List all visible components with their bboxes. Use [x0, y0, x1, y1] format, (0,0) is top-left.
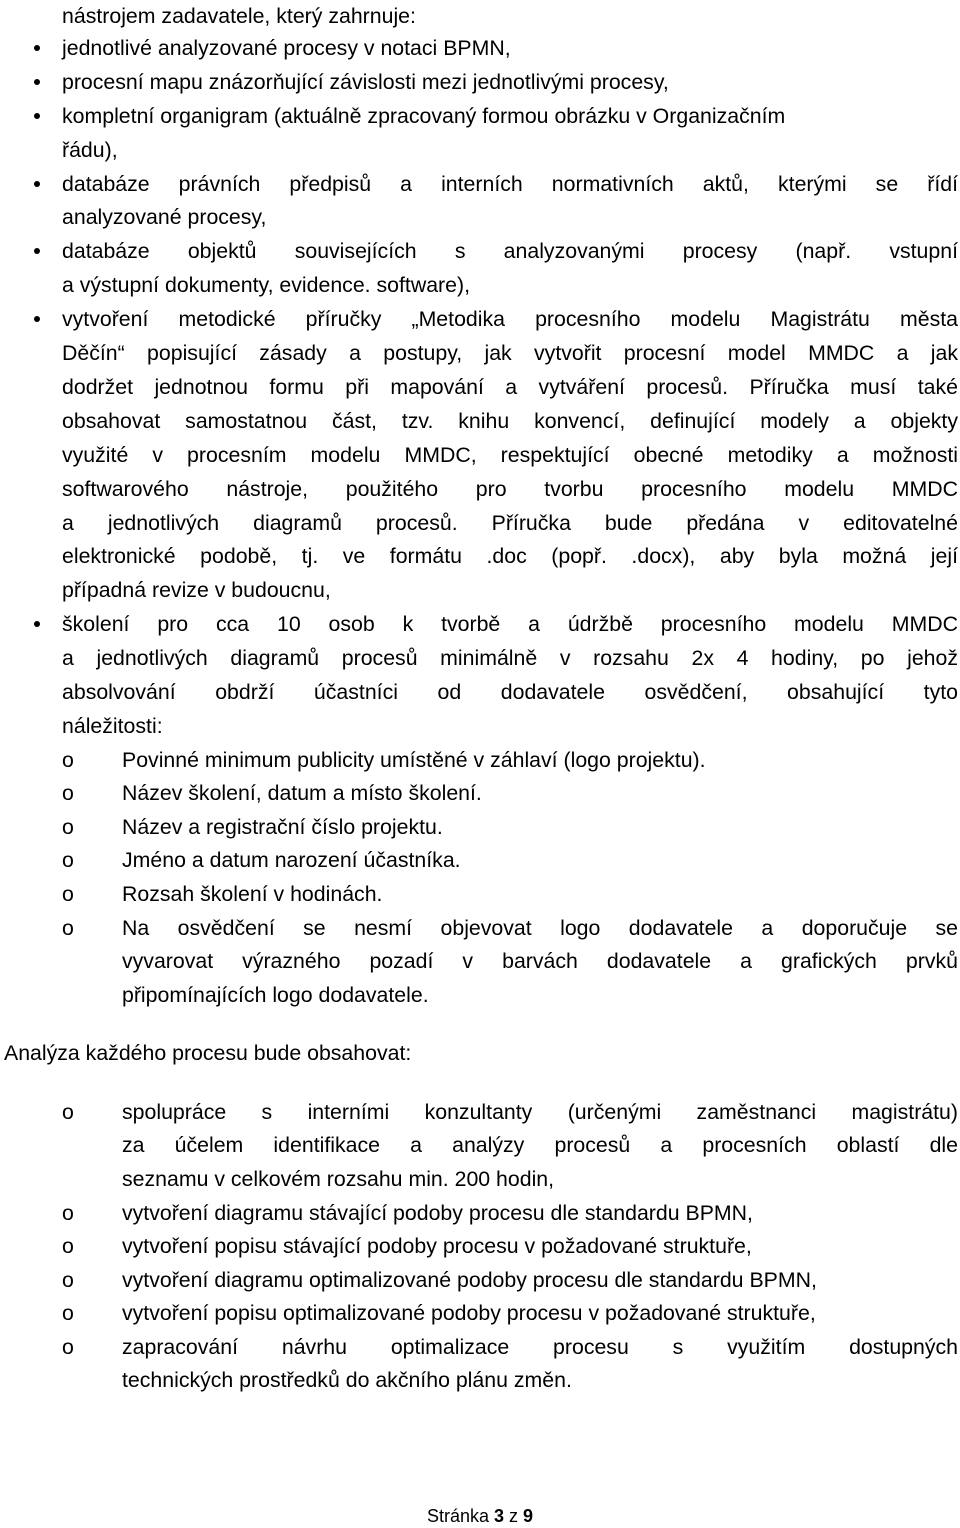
list-item-continuation: využité v procesním modelu MMDC, respektující obecné metodiky a možnosti — [62, 443, 958, 467]
intro-line: nástrojem zadavatele, který zahrnuje: — [62, 4, 416, 28]
sub-list-item-continuation: technických prostředků do akčního plánu změn. — [122, 1368, 572, 1392]
list-item: jednotlivé analyzované procesy v notaci BPMN, — [62, 36, 511, 60]
circle-bullet-icon: o — [62, 815, 74, 839]
sub-list-item: Jméno a datum narození účastníka. — [122, 848, 461, 872]
sub-list-item: Rozsah školení v hodinách. — [122, 882, 383, 906]
list-item-continuation: softwarového nástroje, použitého pro tvorbu procesního modelu MMDC — [62, 477, 958, 501]
list-item: databáze právních předpisů a interních normativních aktů, kterými se řídí — [62, 172, 958, 196]
bullet-icon — [34, 316, 40, 322]
bullet-icon — [34, 79, 40, 85]
sub-list-item: Povinné minimum publicity umístěné v záhlaví (logo projektu). — [122, 748, 706, 772]
circle-bullet-icon: o — [62, 1234, 74, 1258]
sub-list-item-continuation: připomínajících logo dodavatele. — [122, 983, 429, 1007]
list-item-continuation: případná revize v budoucnu, — [62, 578, 331, 602]
list-item-continuation: analyzované procesy, — [62, 205, 267, 229]
sub-list-item-continuation: za účelem identifikace a analýzy procesů a procesních oblastí dle — [122, 1133, 958, 1157]
bullet-icon — [34, 621, 40, 627]
sub-list-item: vytvoření popisu optimalizované podoby procesu v požadované struktuře, — [122, 1301, 816, 1325]
circle-bullet-icon: o — [62, 848, 74, 872]
circle-bullet-icon: o — [62, 882, 74, 906]
list-item-continuation: řádu), — [62, 138, 118, 162]
sub-list-item: vytvoření diagramu stávající podoby procesu dle standardu BPMN, — [122, 1201, 753, 1225]
list-item-continuation: náležitosti: — [62, 714, 163, 738]
list-item-continuation: elektronické podobě, tj. ve formátu .doc (popř. .docx), aby byla možná její — [62, 544, 958, 568]
sub-list-item: spolupráce s interními konzultanty (určenými zaměstnanci magistrátu) — [122, 1100, 958, 1124]
circle-bullet-icon: o — [62, 781, 74, 805]
footer-page-total: 9 — [523, 1506, 534, 1526]
circle-bullet-icon: o — [62, 1201, 74, 1225]
sub-list-item: vytvoření diagramu optimalizované podoby procesu dle standardu BPMN, — [122, 1268, 817, 1292]
sub-list-item-continuation: vyvarovat výrazného pozadí v barvách dodavatele a grafických prvků — [122, 949, 958, 973]
list-item: školení pro cca 10 osob k tvorbě a údržbě procesního modelu MMDC — [62, 612, 958, 636]
section-heading: Analýza každého procesu bude obsahovat: — [4, 1041, 412, 1065]
footer-prefix: Stránka — [426, 1506, 489, 1526]
bullet-icon — [34, 45, 40, 51]
list-item-continuation: a jednotlivých diagramů procesů minimálně v rozsahu 2x 4 hodiny, po jehož — [62, 646, 958, 670]
list-item-continuation: absolvování obdrží účastníci od dodavatele osvědčení, obsahující tyto — [62, 680, 958, 704]
circle-bullet-icon: o — [62, 1268, 74, 1292]
circle-bullet-icon: o — [62, 748, 74, 772]
list-item-continuation: Děčín“ popisující zásady a postupy, jak vytvořit procesní model MMDC a jak — [62, 341, 958, 365]
bullet-icon — [34, 248, 40, 254]
list-item: databáze objektů souvisejících s analyzovanými procesy (např. vstupní — [62, 239, 958, 263]
list-item-continuation: obsahovat samostatnou část, tzv. knihu konvencí, definující modely a objekty — [62, 409, 958, 433]
sub-list-item: Na osvědčení se nesmí objevovat logo dodavatele a doporučuje se — [122, 916, 958, 940]
bullet-icon — [34, 181, 40, 187]
circle-bullet-icon: o — [62, 1335, 74, 1359]
sub-list-item: vytvoření popisu stávající podoby procesu v požadované struktuře, — [122, 1234, 752, 1258]
list-item-continuation: dodržet jednotnou formu při mapování a vytváření procesů. Příručka musí také — [62, 375, 958, 399]
circle-bullet-icon: o — [62, 1301, 74, 1325]
sub-list-item: Název a registrační číslo projektu. — [122, 815, 443, 839]
footer-separator: z — [509, 1506, 519, 1526]
circle-bullet-icon: o — [62, 1100, 74, 1124]
list-item-continuation: a jednotlivých diagramů procesů. Příručka bude předána v editovatelné — [62, 511, 958, 535]
footer-page-number: 3 — [494, 1506, 505, 1526]
list-item: procesní mapu znázorňující závislosti mezi jednotlivými procesy, — [62, 70, 669, 94]
list-item-continuation: a výstupní dokumenty, evidence. software), — [62, 273, 470, 297]
list-item: kompletní organigram (aktuálně zpracovaný formou obrázku v Organizačním — [62, 104, 786, 128]
sub-list-item: Název školení, datum a místo školení. — [122, 781, 482, 805]
circle-bullet-icon: o — [62, 916, 74, 940]
list-item: vytvoření metodické příručky „Metodika procesního modelu Magistrátu města — [62, 307, 958, 331]
bullet-icon — [34, 113, 40, 119]
sub-list-item-continuation: seznamu v celkovém rozsahu min. 200 hodin, — [122, 1167, 555, 1191]
page-footer — [0, 1504, 960, 1528]
sub-list-item: zapracování návrhu optimalizace procesu s využitím dostupných — [122, 1335, 958, 1359]
